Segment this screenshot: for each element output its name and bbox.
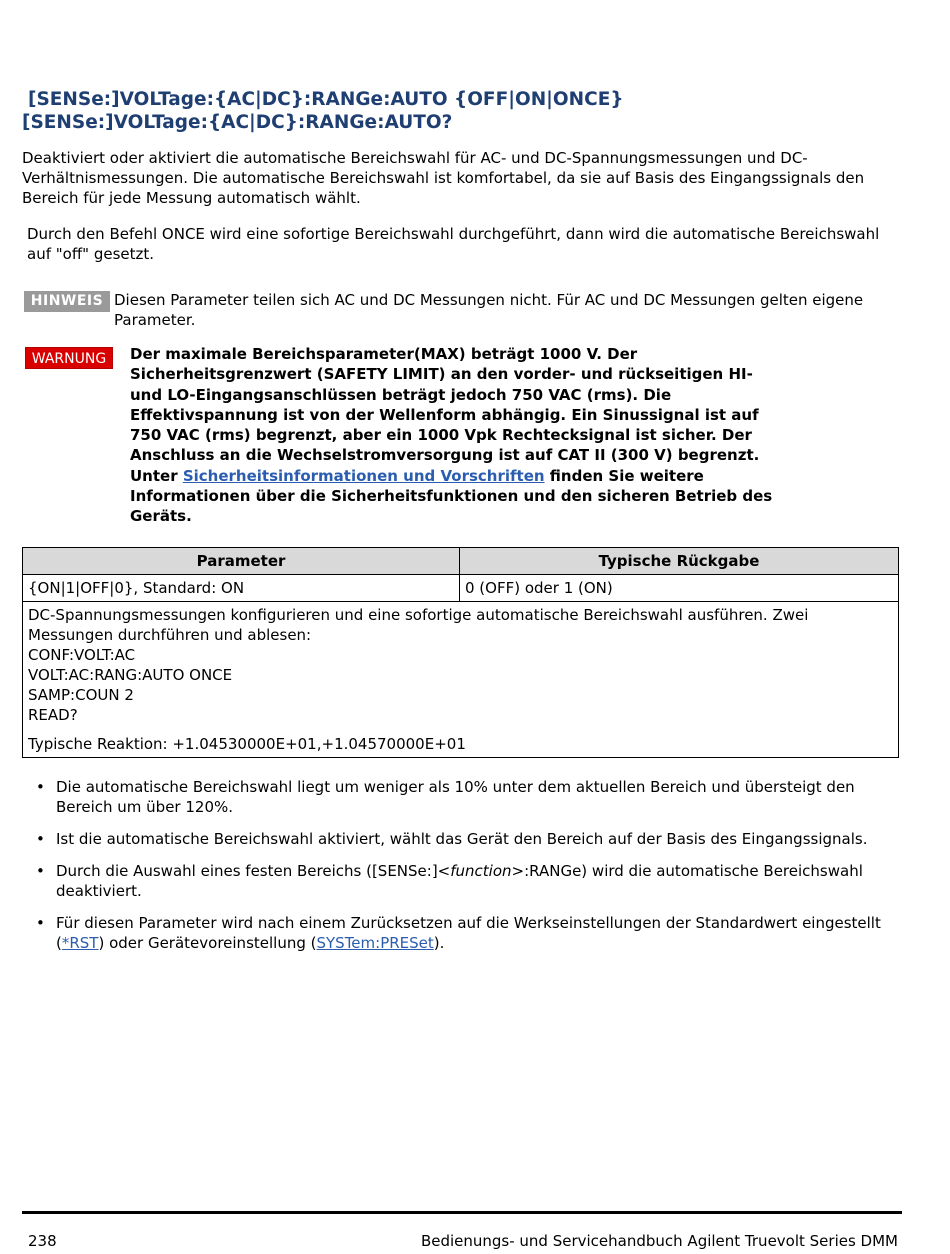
warning-text: [130, 344, 790, 527]
list-item-text: Ist die automatische Bereichswahl aktiviert, wählt das Gerät den Bereich auf der Basis des Eingangssignals.: [56, 830, 868, 848]
bullet-icon: •: [36, 830, 45, 848]
once-paragraph: Durch den Befehl ONCE wird eine sofortige Bereichswahl durchgeführt, dann wird die automatische Bereichswahl auf "off" gesetzt.: [27, 225, 880, 263]
bullet-icon: •: [36, 914, 45, 932]
list-item-text: ).: [433, 934, 445, 952]
safety-info-link[interactable]: Sicherheitsinformationen und Vorschriften: [182, 466, 545, 485]
warning-text-tail: finden Sie weitere Informationen über die Sicherheitsfunktionen und den sicheren Betrieb des Geräts.: [130, 466, 773, 526]
list-item: [22, 829, 902, 849]
function-placeholder: function: [450, 862, 512, 880]
table-row: [23, 575, 899, 602]
bullet-icon: •: [36, 778, 45, 796]
column-header-return: Typische Rückgabe: [460, 548, 899, 575]
remarks-list: [22, 777, 902, 965]
list-item-text: ) oder Gerätevoreinstellung (: [98, 934, 317, 952]
list-item-text: >:RANGe) wird die automatische Bereichswahl deaktiviert.: [56, 862, 863, 900]
parameter-table: [22, 547, 899, 758]
list-item-text: Durch die Auswahl eines festen Bereichs ([SENSe:]<: [56, 862, 451, 880]
list-item: [22, 861, 902, 901]
note-badge: HINWEIS: [24, 291, 110, 312]
example-cell: [23, 602, 899, 758]
column-header-parameter: Parameter: [23, 548, 460, 575]
bullet-icon: •: [36, 862, 45, 880]
system-preset-link[interactable]: SYSTem:PRESet: [316, 934, 434, 952]
list-item: [22, 777, 902, 817]
rst-link[interactable]: *RST: [61, 934, 99, 952]
example-command: VOLT:AC:RANG:AUTO ONCE: [28, 666, 233, 684]
command-heading: [22, 88, 902, 134]
list-item-text: Die automatische Bereichswahl liegt um weniger als 10% unter dem aktuellen Bereich und übersteigt den Bereich um über 120%.: [56, 778, 855, 816]
command-heading-set: [SENSe:]VOLTage:{AC|DC}:RANGe:AUTO {OFF|ON|ONCE}: [28, 89, 624, 110]
example-command: CONF:VOLT:AC: [28, 646, 136, 664]
warning-badge: WARNUNG: [25, 347, 113, 369]
example-intro: DC-Spannungsmessungen konfigurieren und eine sofortige automatische Bereichswahl ausführen. Zwei Messungen durchführen und ablesen:: [28, 606, 809, 644]
return-value: 0 (OFF) oder 1 (ON): [460, 575, 899, 602]
intro-paragraph: Deaktiviert oder aktiviert die automatische Bereichswahl für AC- und DC-Spannungsmessungen und DC-Verhältnismessungen. Die automatische Bereichswahl ist komfortabel, da sie auf Basis des Eingangssignals den Bereich für jede Messung automatisch wählt.: [22, 149, 865, 207]
page-number: 238: [28, 1232, 57, 1250]
parameter-value: {ON|1|OFF|0}, Standard: ON: [23, 575, 460, 602]
manual-title: Bedienungs- und Servicehandbuch Agilent Truevolt Series DMM: [420, 1232, 898, 1250]
command-heading-query: [SENSe:]VOLTage:{AC|DC}:RANGe:AUTO?: [22, 112, 453, 133]
example-result: Typische Reaktion: +1.04530000E+01,+1.04570000E+01: [28, 735, 466, 753]
example-command: READ?: [28, 706, 78, 724]
table-header-row: [23, 548, 899, 575]
example-command: SAMP:COUN 2: [28, 686, 134, 704]
note-text: Diesen Parameter teilen sich AC und DC Messungen nicht. Für AC und DC Messungen gelten eigene Parameter.: [114, 291, 864, 329]
footer-divider: [22, 1211, 902, 1214]
warning-text-main: Der maximale Bereichsparameter(MAX) beträgt 1000 V. Der Sicherheitsgrenzwert (SAFETY LIMIT) an den vorder- und rückseitigen HI- und LO-Eingangsanschlüssen beträgt jedoch 750 VAC (rms). Die Effektivspannung ist von der Wellenform abhängig. Ein Sinussignal ist auf 750 VAC (rms) begrenzt, aber ein 1000 Vpk Rechtecksignal ist sicher. Der Anschluss an die Wechselstromversorgung ist auf CAT II (300 V) begrenzt. Unter: [130, 345, 760, 485]
list-item: [22, 913, 902, 953]
list-item-text: Für diesen Parameter wird nach einem Zurücksetzen auf die Werkseinstellungen der Standardwert eingestellt (: [56, 914, 881, 952]
table-row-example: [23, 602, 899, 758]
